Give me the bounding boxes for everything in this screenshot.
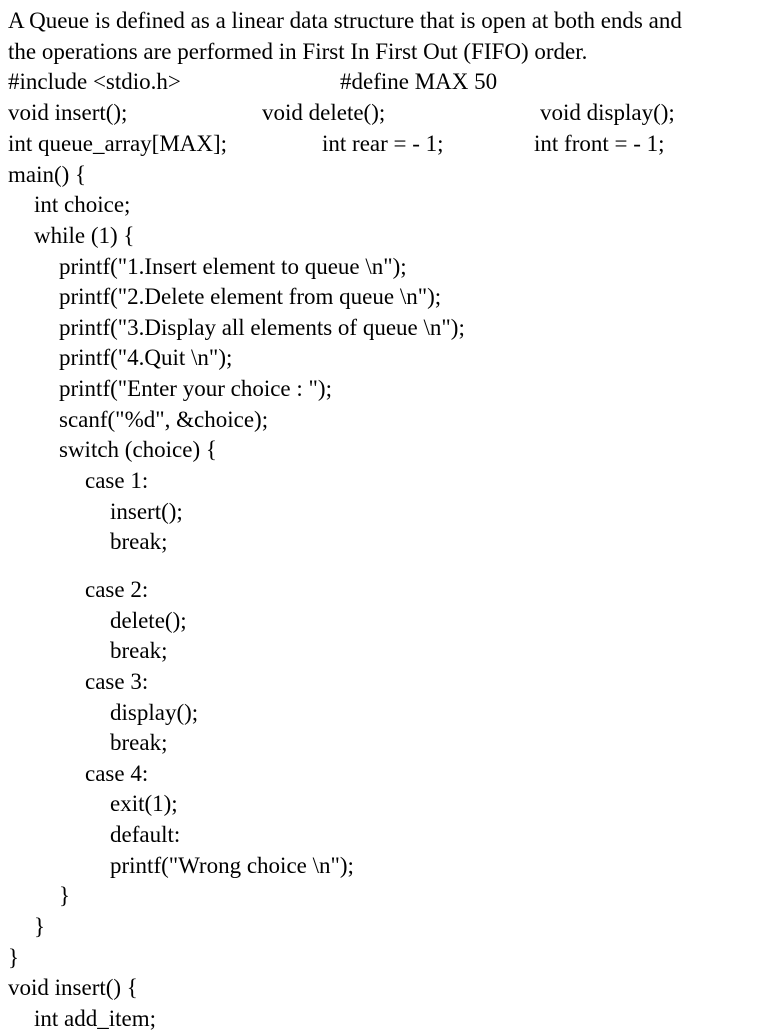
proto-display: void display(); xyxy=(540,100,675,125)
proto-insert: void insert(); xyxy=(8,100,128,125)
include-directive: #include <stdio.h> xyxy=(8,69,181,94)
code-close-switch: } xyxy=(59,883,71,908)
intro-line-2: the operations are performed in First In First Out (FIFO) order. xyxy=(8,39,588,64)
code-line-directives xyxy=(8,67,498,97)
code-printf-3: printf("3.Display all elements of queue \n"); xyxy=(59,315,465,340)
code-printf-5: printf("Enter your choice : "); xyxy=(59,376,332,401)
code-case-1: case 1: xyxy=(85,468,149,493)
code-default: default: xyxy=(110,822,181,847)
code-call-delete: delete(); xyxy=(110,608,187,633)
decl-rear: int rear = - 1; xyxy=(322,131,444,156)
code-call-insert: insert(); xyxy=(110,499,183,524)
decl-queue-array: int queue_array[MAX]; xyxy=(8,131,228,156)
decl-front: int front = - 1; xyxy=(534,131,665,156)
code-call-display: display(); xyxy=(110,700,199,725)
code-break-3: break; xyxy=(110,730,168,755)
code-break-2: break; xyxy=(110,638,168,663)
code-int-choice: int choice; xyxy=(34,192,131,217)
code-printf-2: printf("2.Delete element from queue \n"); xyxy=(59,284,442,309)
code-insert-open: void insert() { xyxy=(8,975,138,1000)
code-scanf: scanf("%d", &choice); xyxy=(59,407,269,432)
code-printf-1: printf("1.Insert element to queue \n"); xyxy=(59,254,407,279)
code-case-3: case 3: xyxy=(85,669,149,694)
code-printf-wrong: printf("Wrong choice \n"); xyxy=(110,853,354,878)
code-printf-4: printf("4.Quit \n"); xyxy=(59,345,233,370)
code-exit: exit(1); xyxy=(110,791,178,816)
code-int-add-item: int add_item; xyxy=(34,1006,157,1031)
code-close-while: } xyxy=(34,914,46,939)
intro-line-1: A Queue is defined as a linear data structure that is open at both ends and xyxy=(8,8,682,33)
code-case-4: case 4: xyxy=(85,761,149,786)
define-directive: #define MAX 50 xyxy=(340,69,498,94)
code-main-open: main() { xyxy=(8,162,87,187)
proto-delete: void delete(); xyxy=(262,100,386,125)
code-close-main: } xyxy=(8,945,20,970)
code-break-1: break; xyxy=(110,529,168,554)
code-case-2: case 2: xyxy=(85,577,149,602)
code-while-open: while (1) { xyxy=(34,223,135,248)
code-line-declarations xyxy=(8,129,665,159)
code-switch-open: switch (choice) { xyxy=(59,437,217,462)
code-line-prototypes xyxy=(8,98,675,128)
